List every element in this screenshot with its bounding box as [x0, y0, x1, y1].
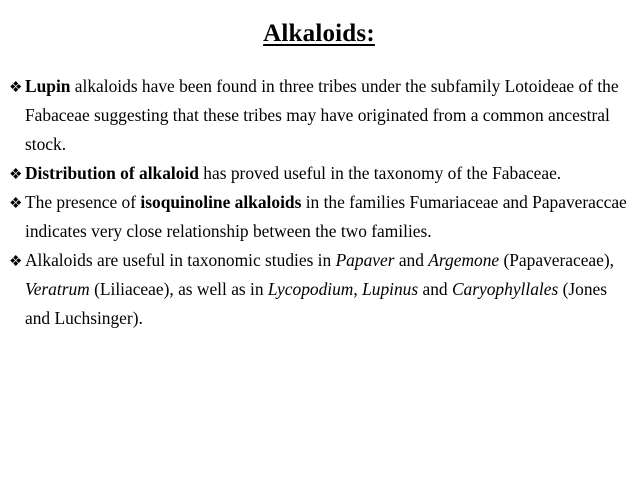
bullet-text: The presence of — [25, 192, 141, 212]
bullet-text-bold: isoquinoline alkaloids — [140, 192, 302, 212]
bullet-text: (Jones and Luchsinger). — [25, 279, 608, 328]
bullet-text-bold: Lupin — [25, 76, 71, 96]
diamond-bullet-icon: ❖ — [9, 196, 23, 212]
slide-title: Alkaloids: — [263, 20, 375, 47]
genus-name: Lupinus — [362, 279, 419, 299]
bullet-list — [9, 72, 631, 333]
bullet-item — [9, 72, 631, 159]
genus-name: Papaver — [335, 250, 395, 270]
genus-name: Argemone — [428, 250, 500, 270]
bullet-text: Alkaloids are useful in taxonomic studies in — [25, 250, 336, 270]
bullet-text: has proved useful in the taxonomy of the Fabaceae. — [198, 163, 562, 183]
diamond-bullet-icon: ❖ — [9, 254, 23, 270]
bullet-text: alkaloids have been found in three tribes under the subfamily Lotoideae of the Fabaceae suggesting that these tribes may have originated from a common ancestral stock. — [25, 76, 619, 154]
bullet-text: , — [353, 279, 363, 299]
genus-name: Veratrum — [25, 279, 90, 299]
bullet-text: (Liliaceae), as well as in — [89, 279, 268, 299]
genus-name: Lycopodium — [267, 279, 354, 299]
bullet-text: in the families Fumariaceae and Papaveraccae indicates very close relationship between the two families. — [25, 192, 627, 241]
order-name: Caryophyllales — [451, 279, 559, 299]
bullet-text: and — [394, 250, 429, 270]
bullet-item — [9, 188, 631, 246]
bullet-item — [9, 159, 631, 188]
bullet-text: (Papaveraceae), — [499, 250, 615, 270]
bullet-item — [9, 246, 631, 333]
diamond-bullet-icon: ❖ — [9, 167, 23, 183]
bullet-text: and — [418, 279, 452, 299]
diamond-bullet-icon: ❖ — [9, 80, 23, 96]
bullet-text-bold: Distribution of alkaloid — [25, 163, 199, 183]
